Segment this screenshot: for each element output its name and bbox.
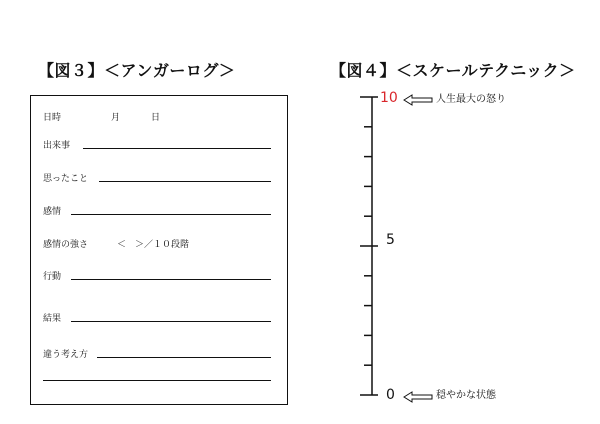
field-label-result: 結果 [43,314,62,324]
scale-label-min: 0 [386,387,395,403]
field-label-action: 行動 [43,272,62,282]
arrow-left-icon [402,94,434,106]
scale-label-mid: 5 [386,232,395,248]
figure3-title: 【図３】＜アンガーログ＞ [38,61,236,80]
figure4-title: 【図４】＜スケールテクニック＞ [330,61,576,80]
field-label-intensity: 感情の強さ [43,240,89,250]
arrow-left-icon [402,391,434,403]
max-description: 人生最大の怒り [436,94,506,105]
field-label-event: 出来事 [43,141,71,151]
field-label-emotion: 感情 [43,207,62,217]
day-label: 日 [151,113,161,123]
field-label-alternative: 違う考え方 [43,350,89,360]
date-label: 日時 [43,113,62,123]
min-description: 穏やかな状態 [436,390,496,401]
field-label-thought: 思ったこと [43,174,89,184]
month-label: 月 [111,113,121,123]
scale-label-max: 10 [380,90,398,106]
field-intensity-scale: ＜ ＞／１０段階 [117,240,190,250]
